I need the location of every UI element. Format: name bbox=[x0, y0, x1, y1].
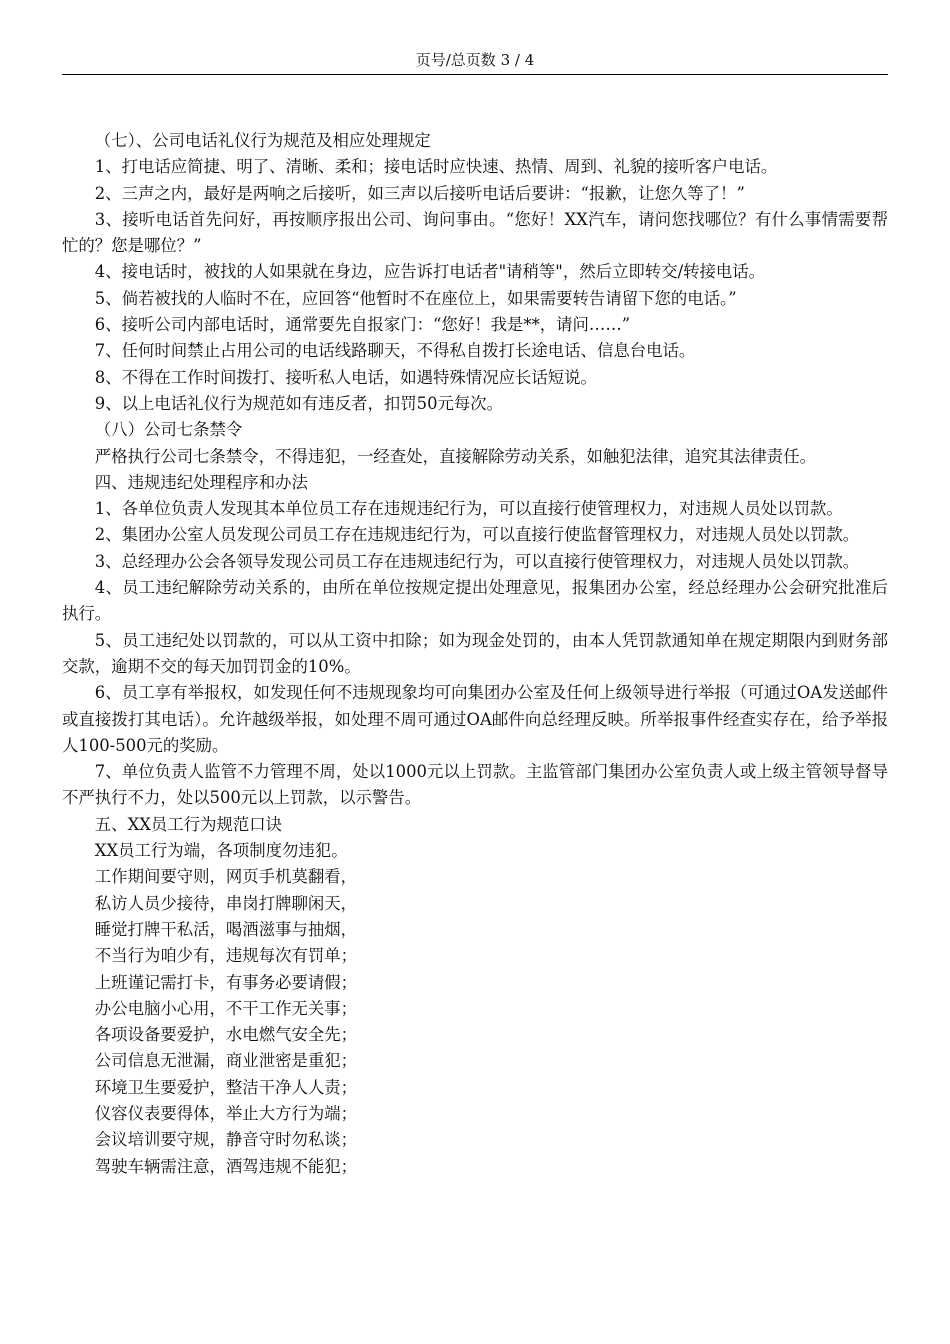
verse-line: 私访人员少接待，串岗打牌聊闲天， bbox=[94, 893, 358, 913]
paragraph: 5、员工违纪处以罚款的，可以从工资中扣除；如为现金处罚的，由本人凭罚款通知单在规定期限内到财务部交款，逾期不交的每天加罚罚金的10%。 bbox=[62, 630, 888, 676]
header-divider bbox=[62, 74, 888, 75]
section-heading-telephone-etiquette: （七）、公司电话礼仪行为规范及相应处理规定 bbox=[94, 131, 431, 150]
section-heading-seven-prohibitions: （八）公司七条禁令 bbox=[94, 420, 243, 440]
paragraph: 6、接听公司内部电话时，通常要先自报家门：“您好！我是**，请问……” bbox=[94, 315, 631, 335]
paragraph: XX员工行为端，各项制度勿违犯。 bbox=[94, 841, 348, 861]
verse-line: 睡觉打牌干私活，喝酒滋事与抽烟， bbox=[94, 919, 358, 939]
verse-line: 环境卫生要爱护，整洁干净人人责； bbox=[94, 1077, 358, 1097]
verse-line: 驾驶车辆需注意，酒驾违规不能犯； bbox=[94, 1156, 358, 1176]
paragraph: 8、不得在工作时间拨打、接听私人电话，如遇特殊情况应长话短说。 bbox=[94, 367, 597, 387]
section-heading-conduct-rhyme: 五、XX员工行为规范口诀 bbox=[94, 814, 283, 834]
rhyme-verses bbox=[62, 864, 888, 1180]
paragraph: 1、各单位负责人发现其本单位员工存在违规违纪行为，可以直接行使管理权力，对违规人员处以罚款。 bbox=[94, 499, 843, 519]
verse-line: 不当行为咱少有，违规每次有罚单； bbox=[94, 946, 358, 966]
paragraph: 7、单位负责人监管不力管理不周，处以1000元以上罚款。主监管部门集团办公室负责人或上级主管领导督导不严执行不力，处以500元以上罚款，以示警告。 bbox=[62, 762, 888, 808]
paragraph: 5、倘若被找的人临时不在，应回答“他暂时不在座位上，如果需要转告请留下您的电话。” bbox=[94, 288, 737, 308]
verse-line: 办公电脑小心用，不干工作无关事； bbox=[94, 998, 358, 1018]
verse-line: 工作期间要守则，网页手机莫翻看， bbox=[94, 867, 358, 887]
paragraph: 1、打电话应简捷、明了、清晰、柔和；接电话时应快速、热情、周到、礼貌的接听客户电话。 bbox=[94, 157, 778, 177]
verse-line: 仪容仪表要得体，举止大方行为端； bbox=[94, 1103, 358, 1123]
page-header bbox=[62, 50, 888, 70]
paragraph: 2、集团办公室人员发现公司员工存在违规违纪行为，可以直接行使监督管理权力，对违规人员处以罚款。 bbox=[94, 525, 860, 545]
paragraph: 严格执行公司七条禁令，不得违犯，一经查处，直接解除劳动关系，如触犯法律，追究其法律责任。 bbox=[94, 446, 816, 466]
paragraph: 3、接听电话首先问好，再按顺序报出公司、询问事由。“您好！XX汽车，请问您找哪位？有什么事情需要帮忙的？您是哪位？” bbox=[62, 209, 888, 256]
paragraph: 4、员工违纪解除劳动关系的，由所在单位按规定提出处理意见，报集团办公室，经总经理办公会研究批准后执行。 bbox=[62, 578, 888, 624]
paragraph: 3、总经理办公会各领导发现公司员工存在违规违纪行为，可以直接行使管理权力，对违规人员处以罚款。 bbox=[94, 551, 860, 571]
document-body bbox=[62, 128, 888, 1180]
paragraph: 7、任何时间禁止占用公司的电话线路聊天，不得私自拨打长途电话、信息台电话。 bbox=[94, 341, 696, 361]
verse-line: 公司信息无泄漏，商业泄密是重犯； bbox=[94, 1051, 358, 1071]
page-number: 页号/总页数 3 / 4 bbox=[415, 51, 535, 69]
verse-line: 各项设备要爱护，水电燃气安全先； bbox=[94, 1025, 358, 1045]
paragraph: 6、员工享有举报权，如发现任何不违规现象均可向集团办公室及任何上级领导进行举报（可通过OA发送邮件或直接拨打其电话）。允许越级举报，如处理不周可通过OA邮件向总经理反映。所举报事件经查实存在，给予举报人100-500元的奖励。 bbox=[62, 683, 888, 755]
paragraph: 9、以上电话礼仪行为规范如有违反者，扣罚50元每次。 bbox=[94, 393, 504, 413]
paragraph: 4、接电话时，被找的人如果就在身边，应告诉打电话者"请稍等"，然后立即转交/转接电话。 bbox=[94, 262, 766, 282]
verse-line: 上班谨记需打卡，有事务必要请假； bbox=[94, 972, 358, 992]
section-heading-violation-procedures: 四、违规违纪处理程序和办法 bbox=[94, 472, 308, 492]
verse-line: 会议培训要守规，静音守时勿私谈； bbox=[94, 1130, 358, 1150]
paragraph: 2、三声之内，最好是两响之后接听，如三声以后接听电话后要讲：“报歉，让您久等了！” bbox=[94, 183, 745, 203]
